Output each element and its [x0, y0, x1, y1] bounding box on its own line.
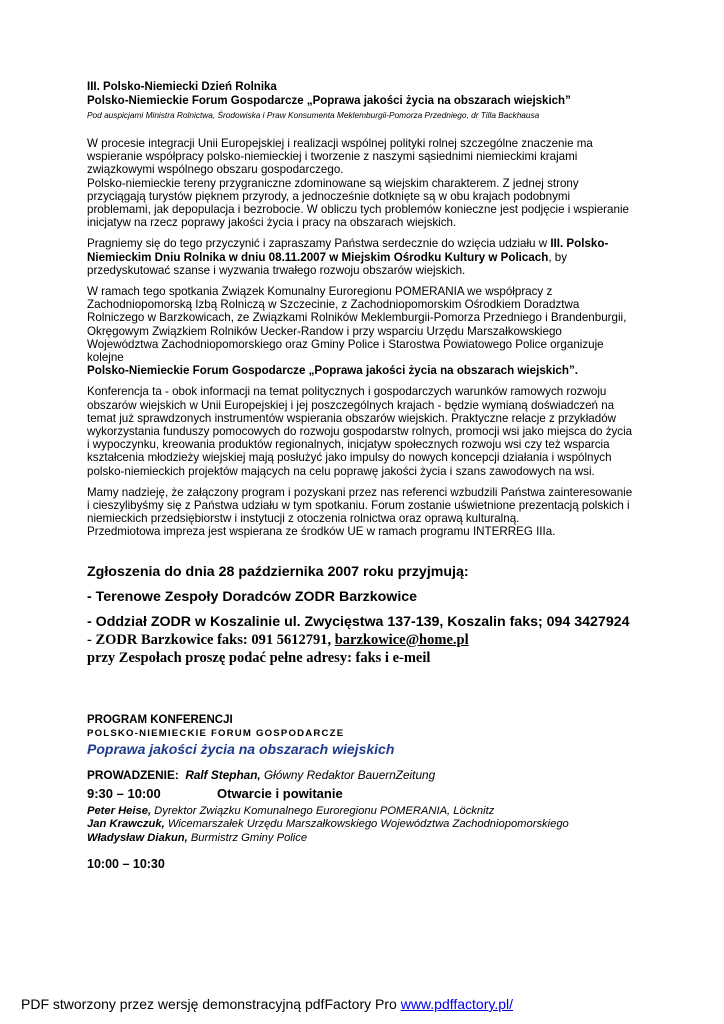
program-title: PROGRAM KONFERENCJI — [87, 713, 233, 726]
speaker-role: Wicemarszałek Urzędu Marszałkowskiego Województwa Zachodniopomorskiego — [164, 818, 569, 831]
speaker-name: Peter Heise, — [87, 804, 152, 817]
speaker-role: Burmistrz Gminy Police — [187, 831, 308, 844]
event-title: III. Polsko-Niemiecki Dzień Rolnika — [87, 81, 277, 93]
registration-note: przy Zespołach proszę podać pełne adresy: faks i e-meil — [87, 649, 431, 666]
hope-section — [87, 486, 635, 539]
slot-2-time: 10:00 – 10:30 — [87, 857, 165, 872]
invitation-paragraph — [87, 237, 635, 277]
organizers-paragraph — [87, 285, 635, 377]
intro-paragraph-1: W procesie integracji Unii Europejskiej i realizacji wspólnej polityki rolnej szczególne znaczenie ma wspieranie współpracy polsko-niemieckiej i tworzenie z naszymi sąsiednimi niemieckimi krajami związkowymi wspólnego obszaru gospodarczego. — [87, 137, 593, 177]
footer-link[interactable]: www.pdffactory.pl/ — [400, 996, 514, 1012]
host-name: Ralf Stephan, — [185, 767, 261, 782]
intro-paragraph-2: Polsko-niemieckie tereny przygraniczne zdominowane są wiejskim charakterem. Z jednej strony przyciągają turystów pięknem przyrody, a jednocześnie dotknięte są w obu krajach podobnymi problemami, jak depopulacja i bezrobocie. W obliczu tych problemów konieczne jest podjęcie i wspieranie inicjatyw na rzecz poprawy jakości życia i pracy na obszarach wiejskich. — [87, 176, 629, 230]
document-page — [87, 80, 635, 872]
speaker-name: Jan Krawczuk, — [87, 818, 165, 831]
pdf-footer — [21, 995, 513, 1013]
speaker-list — [87, 805, 635, 846]
email-link[interactable]: barzkowice@home.pl — [334, 631, 469, 648]
program-host — [87, 768, 635, 782]
intro-section — [87, 137, 635, 229]
forum-title: Polsko-Niemieckie Forum Gospodarcze „Poprawa jakości życia na obszarach wiejskich” — [87, 95, 571, 107]
organizers-text: W ramach tego spotkania Związek Komunalny Euroregionu POMERANIA we współpracy z Zachodniopomorską Izbą Rolniczą w Szczecinie, z Zachodniopomorskim Ośrodkiem Doradztwa Rolniczego w Barzkowicach, ze Związkami Rolników Meklemburgii-Pomorza Przedniego i Brandenburgii, Okręgowym Związkiem Rolników Uecker-Randow i przy wsparciu Urzędu Marszałkowskiego Województwa Zachodniopomorskiego oraz Gminy Police i Starostwa Powiatowego Police organizuje kolejne — [87, 285, 627, 365]
host-role: Główny Redaktor BauernZeitung — [260, 767, 436, 782]
invitation-text-post: , by przedyskutować szanse i wyzwania trwałego rozwoju obszarów wiejskich. — [87, 250, 568, 277]
registration-item-3-text: - ZODR Barzkowice faks: 091 5612791, — [87, 631, 335, 648]
organizers-forum-title: Polsko-Niemieckie Forum Gospodarcze „Poprawa jakości życia na obszarach wiejskich”. — [87, 364, 578, 378]
speaker-row — [87, 805, 635, 819]
conference-paragraph — [87, 385, 635, 477]
speaker-row — [87, 818, 635, 832]
program-section — [87, 713, 635, 873]
speaker-name: Władysław Diakun, — [87, 831, 188, 844]
slot-1-title: Otwarcie i powitanie — [217, 785, 343, 801]
registration-title: Zgłoszenia do dnia 28 października 2007 roku przyjmują: — [87, 563, 469, 580]
speaker-role: Dyrektor Związku Komunalnego Euroregionu POMERANIA, Löcknitz — [151, 804, 495, 817]
registration-item-2: - Oddział ZODR w Koszalinie ul. Zwycięstwa 137-139, Koszalin faks; 094 3427924 — [87, 613, 630, 630]
funding-note: Przedmiotowa impreza jest wspierana ze środków UE w ramach programu INTERREG IIIa. — [87, 525, 556, 539]
slot-1-time: 9:30 – 10:00 — [87, 785, 161, 801]
program-topic: Poprawa jakości życia na obszarach wiejskich — [87, 740, 395, 757]
auspices-line: Pod auspicjami Ministra Rolnictwa, Środowiska i Praw Konsumenta Meklemburgii-Pomorza Przedniego, dr Tilla Backhausa — [87, 110, 540, 120]
speaker-row — [87, 832, 635, 846]
slot-1 — [87, 785, 635, 802]
registration-item-3 — [87, 631, 635, 649]
conference-text: Konferencja ta - obok informacji na temat politycznych i gospodarczych warunków ramowych rozwoju obszarów wiejskich w Unii Europejskiej i jej poszczególnych krajach - będzie wymianą doświadczeń na temat już sprawdzonych instrumentów wspierania obszarów wiejskich. Praktyczne relacje z przykładów wykorzystania funduszy pomocowych do rozwoju gospodarstw rolnych, promocji wsi jako miejsca do życia i wypoczynku, kreowania produktów regionalnych, inicjatyw społecznych rozwoju wsi czy też wsparcia kształcenia młodzieży wiejskiej mają posłużyć jako impulsy do nowych koncepcji działania i wspólnych polsko-niemieckich projektów mających na celu poprawę jakości życia i szans zawodowych na wsi. — [87, 385, 633, 478]
invitation-text-pre: Pragniemy się do tego przyczynić i zapraszamy Państwa serdecznie do wzięcia udziału w — [87, 237, 551, 251]
registration-item-1: - Terenowe Zespoły Doradców ZODR Barzkowice — [87, 588, 418, 605]
invitation-event-details: III. Polsko-Niemieckim Dniu Rolnika w dniu 08.11.2007 w Miejskim Ośrodku Kultury w Policach — [87, 237, 609, 264]
program-subtitle: POLSKO-NIEMIECKIE FORUM GOSPODARCZE — [87, 727, 345, 739]
hope-paragraph: Mamy nadzieję, że załączony program i pozyskani przez nas referenci wzbudzili Państwa zainteresowanie i cieszylibyśmy się z Państwa udziału w tym spotkaniu. Forum zostanie uświetnione prezentacją polskich i niemieckich przedsiębiorstw i instytucji z otoczenia rolnictwa oraz oprawą kulturalną. — [87, 485, 633, 526]
host-label: PROWADZENIE: — [87, 767, 179, 782]
footer-text: PDF stworzony przez wersję demonstracyjną pdfFactory Pro — [21, 996, 401, 1012]
